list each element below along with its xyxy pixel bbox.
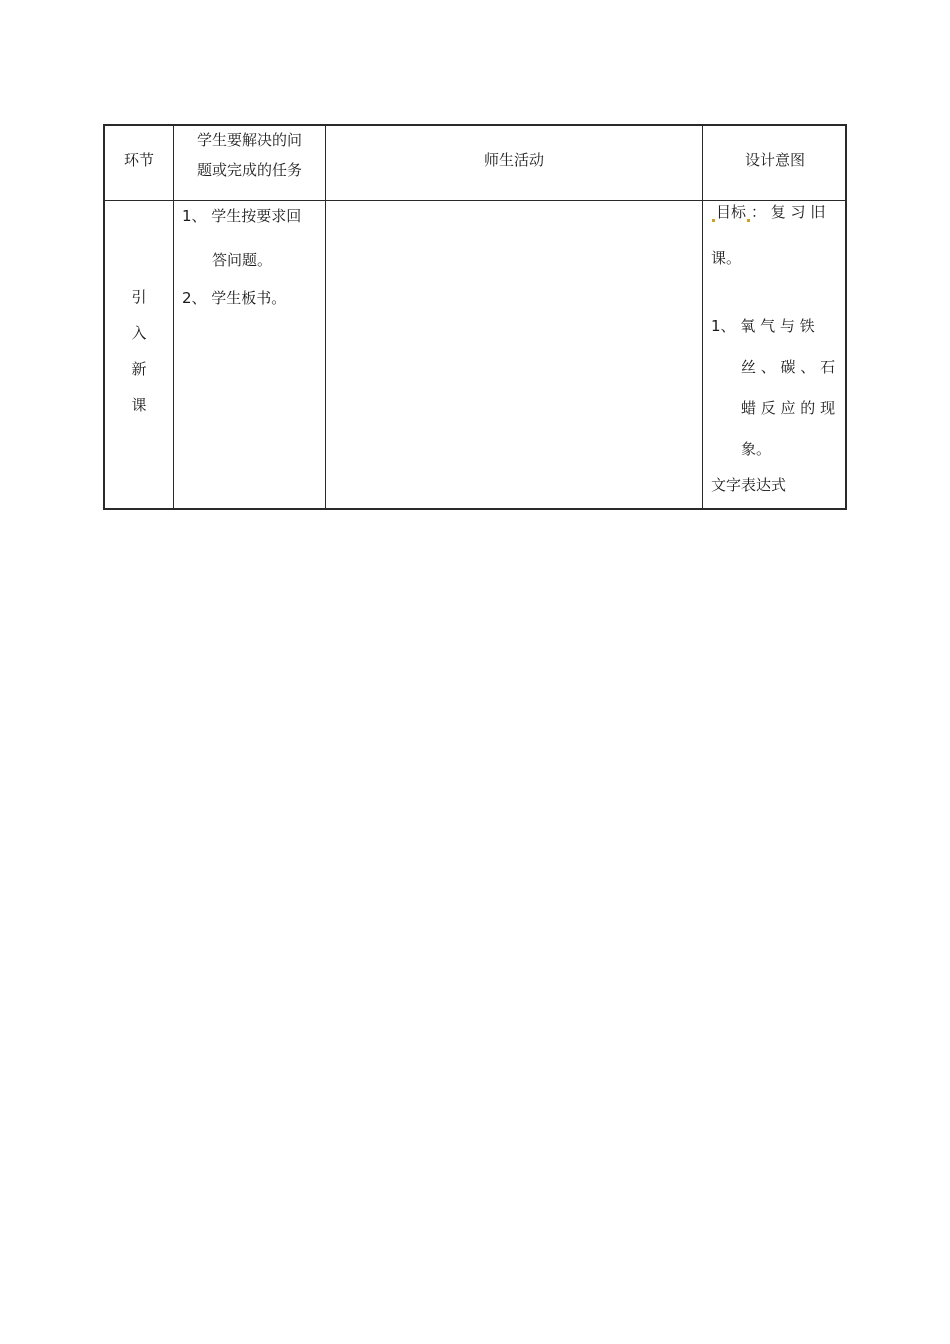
header-activity: 师生活动 bbox=[483, 151, 544, 169]
header-divider bbox=[105, 200, 845, 201]
intent-goal-line bbox=[711, 202, 835, 248]
header-task-line1: 学生要解决的问 bbox=[196, 131, 302, 149]
task-item-1-line2: 答问题。 bbox=[212, 251, 273, 269]
column-divider bbox=[325, 126, 326, 508]
lesson-plan-table bbox=[103, 124, 847, 510]
stage-char: 引 bbox=[131, 288, 147, 306]
stage-char: 入 bbox=[131, 324, 147, 342]
stage-char: 课 bbox=[131, 396, 147, 414]
marker-dot bbox=[747, 219, 750, 222]
header-task bbox=[174, 130, 325, 180]
intent-line: 1、 氧 气 与 铁 bbox=[711, 317, 815, 335]
intent-line: 文字表达式 bbox=[711, 476, 787, 494]
intent-line: 象。 bbox=[741, 440, 772, 458]
header-intent: 设计意图 bbox=[744, 151, 805, 169]
task-item-2: 2、 学生板书。 bbox=[182, 289, 287, 307]
intent-line: 蜡 反 应 的 现 bbox=[741, 399, 836, 417]
task-item-1-line1: 1、 学生按要求回 bbox=[182, 207, 302, 225]
marker-dot bbox=[712, 219, 715, 222]
task-list bbox=[182, 206, 301, 308]
stage-label bbox=[105, 287, 173, 431]
intent-line: 课。 bbox=[711, 249, 742, 267]
column-divider bbox=[173, 126, 174, 508]
header-stage: 环节 bbox=[123, 151, 154, 169]
intent-goal-label: 目标 bbox=[716, 203, 747, 221]
intent-content bbox=[711, 202, 835, 495]
column-divider bbox=[702, 126, 703, 508]
header-task-line2: 题或完成的任务 bbox=[196, 161, 302, 179]
stage-char: 新 bbox=[131, 360, 147, 378]
intent-goal-text: ： 复 习 旧 bbox=[751, 203, 826, 221]
intent-line: 丝 、 碳 、 石 bbox=[741, 358, 836, 376]
